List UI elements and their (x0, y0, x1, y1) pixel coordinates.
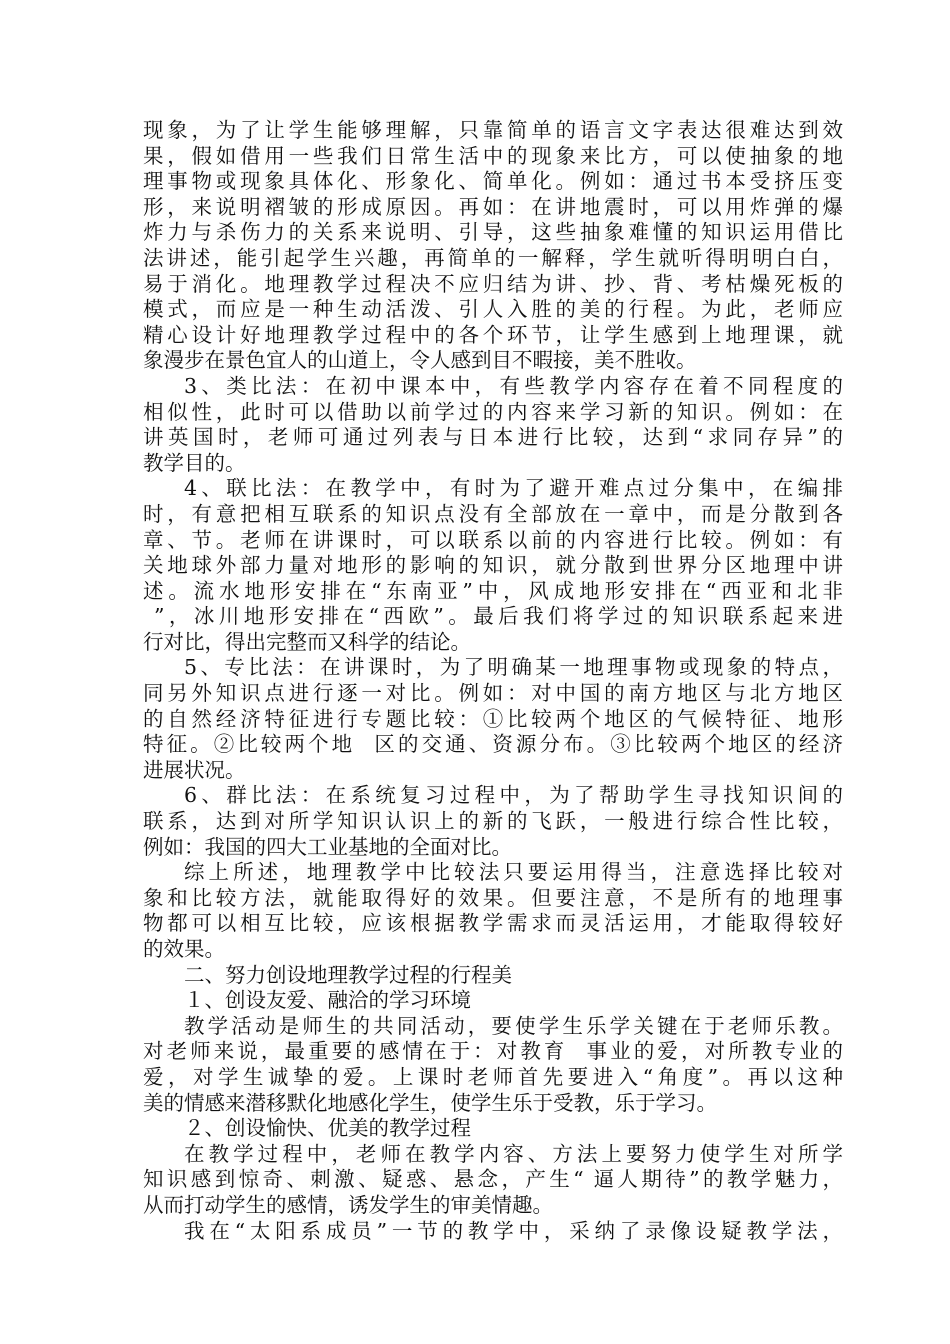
text-line: 从而打动学生的感情，诱发学生的审美情趣。 (143, 1192, 553, 1217)
text-line: 例如：我国的四大工业基地的全面对比。 (143, 834, 512, 859)
text-line: 现象，为了让学生能够理解，只靠简单的语言文字表达很难达到效 (143, 118, 843, 142)
text-line: 教学活动是师生的共同活动，要使学生乐学关键在于老师乐教。 (184, 1013, 843, 1038)
text-line: 3、类比法：在初中课本中，有些教学内容存在着不同程度的 (184, 373, 843, 398)
text-line: 4、联比法：在教学中，有时为了避开难点过分集中，在编排 (184, 476, 843, 501)
text-line: ２、创设愉快、优美的教学过程 (184, 1116, 471, 1141)
text-line: 形，来说明褶皱的形成原因。再如：在讲地震时，可以用炸弹的爆 (143, 194, 843, 219)
text-line: 我在“太阳系成员”一节的教学中，采纳了录像设疑教学法， (184, 1218, 843, 1243)
text-line: １、创设友爱、融洽的学习环境 (184, 988, 471, 1013)
text-line: 在教学过程中，老师在教学内容、方法上要努力使学生对所学 (184, 1141, 843, 1166)
text-line: 同另外知识点进行逐一对比。例如：对中国的南方地区与北方地区 (143, 681, 843, 706)
text-line: ”，冰川地形安排在“西欧”。最后我们将学过的知识联系起来进 (143, 604, 843, 629)
text-line: 二、努力创设地理教学过程的行程美 (184, 962, 512, 987)
text-line: 章、节。老师在讲课时，可以联系以前的内容进行比较。例如：有 (143, 527, 843, 552)
text-line: 讲英国时，老师可通过列表与日本进行比较，达到“求同存异”的 (143, 425, 843, 450)
text-line: 法讲述，能引起学生兴趣，再简单的一解释，学生就听得明明白白， (143, 245, 843, 270)
text-line: 的自然经济特征进行专题比较：①比较两个地区的气候特征、地形 (143, 706, 843, 731)
text-line: 相似性，此时可以借助以前学过的内容来学习新的知识。例如：在 (143, 399, 843, 424)
text-line: 述。流水地形安排在“东南亚”中，风成地形安排在“西亚和北非 (143, 578, 843, 603)
text-line: 综上所述，地理教学中比较法只要运用得当，注意选择比较对 (184, 860, 843, 885)
text-line: 炸力与杀伤力的关系来说明、引导，这些抽象难懂的知识运用借比 (143, 220, 843, 245)
text-line: 关地球外部力量对地形的影响的知识，就分散到世界分区地理中讲 (143, 553, 843, 578)
text-line: 理事物或现象具体化、形象化、简单化。例如：通过书本受挤压变 (143, 169, 843, 194)
text-line: 美的情感来潜移默化地感化学生，使学生乐于受教，乐于学习。 (143, 1090, 717, 1115)
document-body (143, 118, 843, 1244)
text-line: 时，有意把相互联系的知识点没有全部放在一章中，而是分散到各 (143, 501, 843, 526)
text-line: 象和比较方法，就能取得好的效果。但要注意，不是所有的地理事 (143, 885, 843, 910)
text-line: 果，假如借用一些我们日常生活中的现象来比方，可以使抽象的地 (143, 143, 843, 168)
text-line: 知识感到惊奇、刺激、疑惑、悬念，产生“ 逼人期待”的教学魅力， (143, 1167, 843, 1192)
text-line: 教学目的。 (143, 450, 246, 475)
text-line: 进展状况。 (143, 757, 246, 782)
text-line: 易于消化。地理教学过程决不应归结为讲、抄、背、考枯燥死板的 (143, 271, 843, 296)
text-line: 物都可以相互比较，应该根据教学需求而灵活运用，才能取得较好 (143, 911, 843, 936)
text-line: 行对比，得出完整而又科学的结论。 (143, 629, 471, 654)
text-line: 联系，达到对所学知识认识上的新的飞跃，一般进行综合性比较， (143, 809, 843, 834)
text-line: 的效果。 (143, 937, 225, 961)
text-line: 6、群比法：在系统复习过程中，为了帮助学生寻找知识间的 (184, 783, 843, 808)
text-line: 特征。②比较两个地 区的交通、资源分布。③比较两个地区的经济 (143, 732, 843, 757)
text-line: 象漫步在景色宜人的山道上，令人感到目不暇接，美不胜收。 (143, 348, 697, 373)
text-line: 5、专比法：在讲课时，为了明确某一地理事物或现象的特点， (184, 655, 843, 680)
text-line: 模式，而应是一种生动活泼、引人入胜的美的行程。为此，老师应 (143, 297, 843, 322)
text-line: 爱，对学生诚挚的爱。上课时老师首先要进入“角度”。再以这种 (143, 1064, 843, 1089)
text-line: 对老师来说，最重要的感情在于：对教育 事业的爱，对所教专业的 (143, 1039, 843, 1064)
text-line: 精心设计好地理教学过程中的各个环节，让学生感到上地理课，就 (143, 322, 843, 347)
